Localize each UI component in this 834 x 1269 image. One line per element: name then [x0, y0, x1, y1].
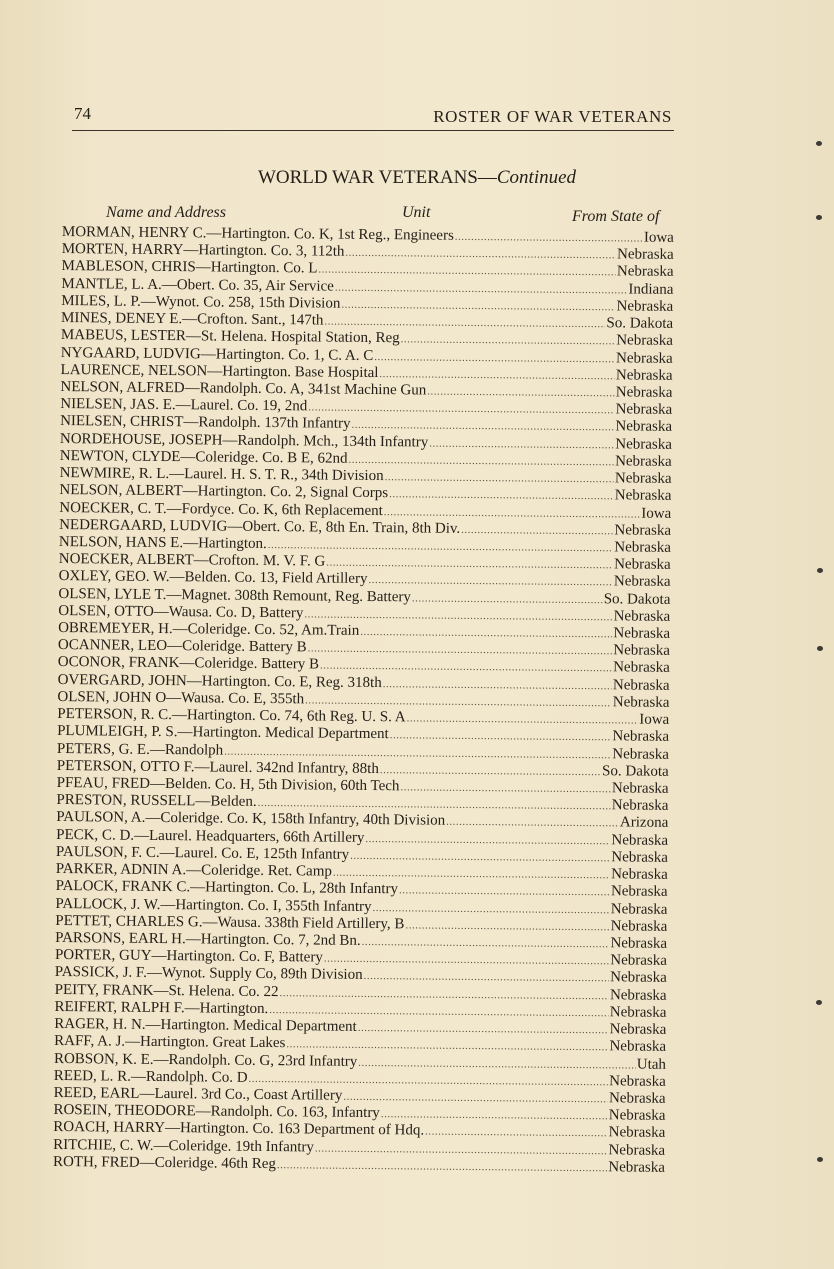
state-of-origin: Nebraska — [610, 935, 668, 952]
state-of-origin: Nebraska — [615, 367, 673, 384]
state-of-origin: Nebraska — [614, 487, 672, 505]
state-of-origin: Nebraska — [610, 969, 667, 987]
veteran-name-unit: PALOCK, FRANK C.—Hartington. Co. L, 28th Infantry — [55, 878, 399, 898]
state-of-origin: Nebraska — [612, 728, 670, 746]
dot-leader — [335, 279, 628, 298]
dot-leader — [372, 900, 609, 919]
veteran-name-unit: RITCHIE, C. W.—Coleridge. 19th Infantry — [53, 1136, 315, 1156]
dot-leader — [383, 676, 612, 695]
dot-leader — [326, 555, 613, 575]
dot-leader — [362, 934, 610, 953]
state-of-origin: Iowa — [641, 505, 672, 522]
state-of-origin: Nebraska — [608, 1141, 666, 1159]
veteran-name-unit: PETERSON, OTTO F.—Laurel. 342nd Infantry, 88th — [56, 757, 379, 777]
state-of-origin: So. Dakota — [606, 315, 674, 332]
veteran-name-unit: PEITY, FRANK—St. Helena. Co. 22 — [54, 981, 279, 1000]
column-header-name: Name and Address — [106, 204, 226, 221]
dot-leader — [412, 590, 603, 609]
veteran-roster — [53, 224, 674, 1177]
binding-hole — [816, 215, 822, 220]
state-of-origin: Nebraska — [608, 1159, 666, 1176]
dot-leader — [324, 951, 610, 971]
veteran-name-unit: NEWTON, CLYDE—Coleridge. Co. B E, 62nd — [59, 447, 348, 467]
state-of-origin: Nebraska — [614, 470, 672, 487]
binding-hole — [817, 1157, 823, 1162]
veteran-name-unit: OVERGARD, JOHN—Hartington. Co. E, Reg. 318th — [57, 671, 382, 691]
veteran-name-unit: REED, L. R.—Randolph. Co. D — [53, 1067, 248, 1086]
state-of-origin: Nebraska — [610, 952, 668, 970]
veteran-name-unit: ROACH, HARRY—Hartington. Co. 163 Department of Hdq. — [53, 1119, 425, 1139]
page-number: 74 — [74, 104, 91, 123]
column-header-state: From State of — [572, 208, 660, 225]
dot-leader — [427, 383, 615, 402]
state-of-origin: Nebraska — [613, 573, 671, 591]
veteran-name-unit: OLSEN, OTTO—Wausa. Co. D, Battery — [58, 602, 304, 622]
binding-hole — [817, 646, 823, 651]
veteran-name-unit: OLSEN, JOHN O—Wausa. Co. E, 355th — [57, 688, 305, 708]
state-of-origin: Nebraska — [608, 1090, 666, 1107]
state-of-origin: Nebraska — [614, 539, 671, 556]
state-of-origin: Nebraska — [610, 918, 668, 935]
state-of-origin: Nebraska — [614, 522, 672, 539]
veteran-name-unit: NORDEHOUSE, JOSEPH—Randolph. Mch., 134th Infantry — [59, 430, 429, 451]
veteran-name-unit: NEWMIRE, R. L.—Laurel. H. S. T. R., 34th Division — [59, 465, 384, 485]
veteran-name-unit: PFEAU, FRED—Belden. Co. H, 5th Division, 60th Tech — [56, 774, 400, 795]
veteran-name-unit: REED, EARL—Laurel. 3rd Co., Coast Artillery — [53, 1084, 343, 1104]
dot-leader — [348, 452, 614, 471]
veteran-name-unit: PLUMLEIGH, P. S.—Hartington. Medical Department — [57, 723, 389, 743]
veteran-name-unit: PAULSON, F. C.—Laurel. Co. E, 125th Infantry — [55, 843, 350, 863]
state-of-origin: Nebraska — [613, 625, 671, 642]
dot-leader — [380, 762, 601, 781]
state-of-origin: Arizona — [619, 814, 669, 832]
veteran-name-unit: MORTEN, HARRY—Hartington. Co. 3, 112th — [61, 241, 345, 260]
veteran-name-unit: MANTLE, L. A.—Obert. Co. 35, Air Service — [61, 275, 334, 295]
dot-leader — [401, 332, 616, 351]
state-of-origin: Utah — [636, 1056, 667, 1073]
veteran-name-unit: MORMAN, HENRY C.—Hartington. Co. K, 1st Reg., Engineers — [61, 224, 454, 244]
binding-hole — [816, 141, 822, 146]
veteran-name-unit: OCONOR, FRANK—Coleridge. Battery B — [57, 654, 320, 673]
veteran-name-unit: RAFF, A. J.—Hartington. Great Lakes — [54, 1033, 286, 1052]
state-of-origin: Nebraska — [610, 883, 668, 901]
state-of-origin: Nebraska — [613, 608, 671, 625]
state-of-origin: Nebraska — [615, 453, 672, 470]
dot-leader — [400, 779, 611, 798]
veteran-name-unit: MABLESON, CHRIS—Hartington. Co. L — [61, 258, 318, 277]
dot-leader — [341, 297, 615, 316]
veteran-name-unit: NELSON, ALBERT—Hartington. Co. 2, Signal Corps — [59, 482, 389, 502]
veteran-name-unit: MILES, L. P.—Wynot. Co. 258, 15th Division — [61, 292, 341, 312]
dot-leader — [360, 624, 612, 643]
section-title-continued: Continued — [496, 167, 577, 188]
veteran-name-unit: NOECKER, C. T.—Fordyce. Co. K, 6th Replacement — [59, 499, 383, 519]
veteran-name-unit: REIFERT, RALPH F.—Hartington. — [54, 998, 269, 1017]
state-of-origin: Nebraska — [615, 384, 673, 401]
state-of-origin: Nebraska — [611, 780, 669, 797]
state-of-origin: Nebraska — [609, 1004, 667, 1021]
dot-leader — [429, 435, 614, 454]
veteran-name-unit: PAULSON, A.—Coleridge. Co. K, 158th Infantry, 40th Division — [56, 809, 446, 830]
state-of-origin: Nebraska — [612, 676, 670, 694]
veteran-name-unit: PECK, C. D.—Laurel. Headquarters, 66th Artillery — [56, 826, 365, 846]
veteran-name-unit: MINES, DENEY E.—Crofton. Sant., 147th — [61, 310, 324, 329]
state-of-origin: So. Dakota — [602, 762, 669, 780]
dot-leader — [365, 831, 610, 850]
veteran-name-unit: MABEUS, LESTER—St. Helena. Hospital Station, Reg — [60, 327, 400, 347]
veteran-name-unit: PORTER, GUY—Hartington. Co. F, Battery — [54, 947, 323, 966]
veteran-name-unit: RAGER, H. N.—Hartington. Medical Department — [54, 1016, 357, 1035]
dot-leader — [345, 245, 616, 264]
veteran-name-unit: PRESTON, RUSSELL—Belden. — [56, 792, 257, 811]
dot-leader — [390, 728, 612, 747]
state-of-origin: Nebraska — [614, 556, 671, 574]
veteran-name-unit: PASSICK, J. F.—Wynot. Supply Co, 89th Division — [54, 964, 363, 984]
dot-leader — [358, 1020, 609, 1039]
state-of-origin: Iowa — [639, 711, 670, 728]
state-of-origin: Nebraska — [609, 1021, 667, 1038]
dot-leader — [446, 814, 619, 832]
veteran-name-unit: ROBSON, K. E.—Randolph. Co. G, 23rd Infantry — [53, 1050, 358, 1070]
veteran-name-unit: NEDERGAARD, LUDVIG—Obert. Co. E, 8th En. Train, 8th Div. — [59, 516, 461, 537]
state-of-origin: Nebraska — [611, 866, 668, 883]
column-headers — [0, 204, 834, 226]
veteran-name-unit: PETERSON, R. C.—Hartington. Co. 74, 6th Reg. U. S. A — [57, 706, 406, 726]
section-title-main: WORLD WAR VETERANS— — [257, 167, 497, 188]
page-header — [72, 104, 674, 131]
dot-leader — [315, 1140, 608, 1160]
state-of-origin: Nebraska — [609, 1073, 666, 1090]
veteran-name-unit: ROSEIN, THEODORE—Randolph. Co. 163, Infantry — [53, 1102, 380, 1122]
dot-leader — [399, 883, 610, 902]
dot-leader — [277, 1157, 608, 1177]
dot-leader — [425, 1124, 608, 1143]
state-of-origin: Nebraska — [615, 401, 673, 419]
dot-leader — [461, 522, 613, 540]
state-of-origin: Nebraska — [611, 849, 669, 866]
state-of-origin: Nebraska — [608, 1107, 666, 1124]
veteran-name-unit: NYGAARD, LUDVIG—Hartington. Co. 1, C. A. C — [60, 344, 374, 364]
state-of-origin: So. Dakota — [603, 590, 671, 608]
state-of-origin: Nebraska — [616, 263, 674, 281]
state-of-origin: Nebraska — [615, 435, 672, 453]
state-of-origin: Nebraska — [613, 642, 671, 660]
state-of-origin: Nebraska — [616, 349, 673, 367]
veteran-name-unit: PALLOCK, J. W.—Hartington. Co. I, 355th Infantry — [55, 895, 372, 915]
veteran-name-unit: LAURENCE, NELSON—Hartington. Base Hospital — [60, 361, 379, 381]
veteran-name-unit: NELSON, HANS E.—Hartington. — [58, 533, 267, 552]
dot-leader — [374, 349, 615, 368]
state-of-origin: Nebraska — [616, 332, 673, 350]
dot-leader — [343, 1089, 608, 1108]
state-of-origin: Nebraska — [608, 1124, 666, 1142]
section-title — [0, 167, 834, 189]
veteran-name-unit: NOECKER, ALBERT—Crofton. M. V. F. G — [58, 551, 326, 570]
veteran-name-unit: OCANNER, LEO—Coleridge. Battery B — [57, 637, 307, 656]
state-of-origin: Nebraska — [610, 900, 668, 918]
dot-leader — [358, 1054, 636, 1073]
state-of-origin: Nebraska — [611, 831, 669, 849]
state-of-origin: Iowa — [643, 229, 674, 246]
state-of-origin: Indiana — [628, 281, 674, 298]
state-of-origin: Nebraska — [611, 797, 669, 815]
state-of-origin: Nebraska — [612, 745, 670, 763]
running-title: ROSTER OF WAR VETERANS — [433, 107, 672, 126]
veteran-name-unit: PARSONS, EARL H.—Hartington. Co. 7, 2nd Bn. — [55, 929, 361, 949]
veteran-name-unit: NIELSEN, CHRIST—Randolph. 137th Infantry — [60, 413, 351, 433]
dot-leader — [385, 469, 614, 488]
state-of-origin: Nebraska — [615, 418, 673, 436]
veteran-name-unit: PETTET, CHARLES G.—Wausa. 338th Field Artillery, B — [55, 912, 405, 933]
veteran-name-unit: PETERS, G. E.—Randolph — [56, 740, 224, 759]
dot-leader — [389, 486, 614, 505]
veteran-name-unit: OBREMEYER, H.—Coleridge. Co. 52, Am.Train — [58, 620, 360, 639]
state-of-origin: Nebraska — [613, 659, 670, 677]
veteran-name-unit: ROTH, FRED—Coleridge. 46th Reg — [52, 1153, 276, 1172]
veteran-name-unit: OXLEY, GEO. W.—Belden. Co. 13, Field Artillery — [58, 568, 368, 588]
state-of-origin: Nebraska — [609, 986, 667, 1004]
veteran-name-unit: OLSEN, LYLE T.—Magnet. 308th Remount, Reg. Battery — [58, 585, 411, 605]
dot-leader — [407, 710, 639, 729]
state-of-origin: Nebraska — [609, 1038, 667, 1056]
state-of-origin: Nebraska — [612, 694, 670, 711]
binding-hole — [817, 568, 823, 573]
column-header-unit: Unit — [402, 204, 431, 221]
state-of-origin: Nebraska — [616, 298, 674, 315]
binding-hole — [816, 1000, 822, 1005]
dot-leader — [350, 848, 610, 867]
state-of-origin: Nebraska — [617, 246, 674, 264]
dot-leader — [405, 917, 609, 936]
dot-leader — [364, 968, 610, 987]
veteran-name-unit: PARKER, ADNIN A.—Coleridge. Ret. Camp — [55, 861, 332, 880]
dot-leader — [455, 229, 643, 247]
veteran-name-unit: NIELSEN, JAS. E.—Laurel. Co. 19, 2nd — [60, 396, 308, 415]
veteran-name-unit: NELSON, ALFRED—Randolph. Co. A, 341st Machine Gun — [60, 378, 427, 399]
